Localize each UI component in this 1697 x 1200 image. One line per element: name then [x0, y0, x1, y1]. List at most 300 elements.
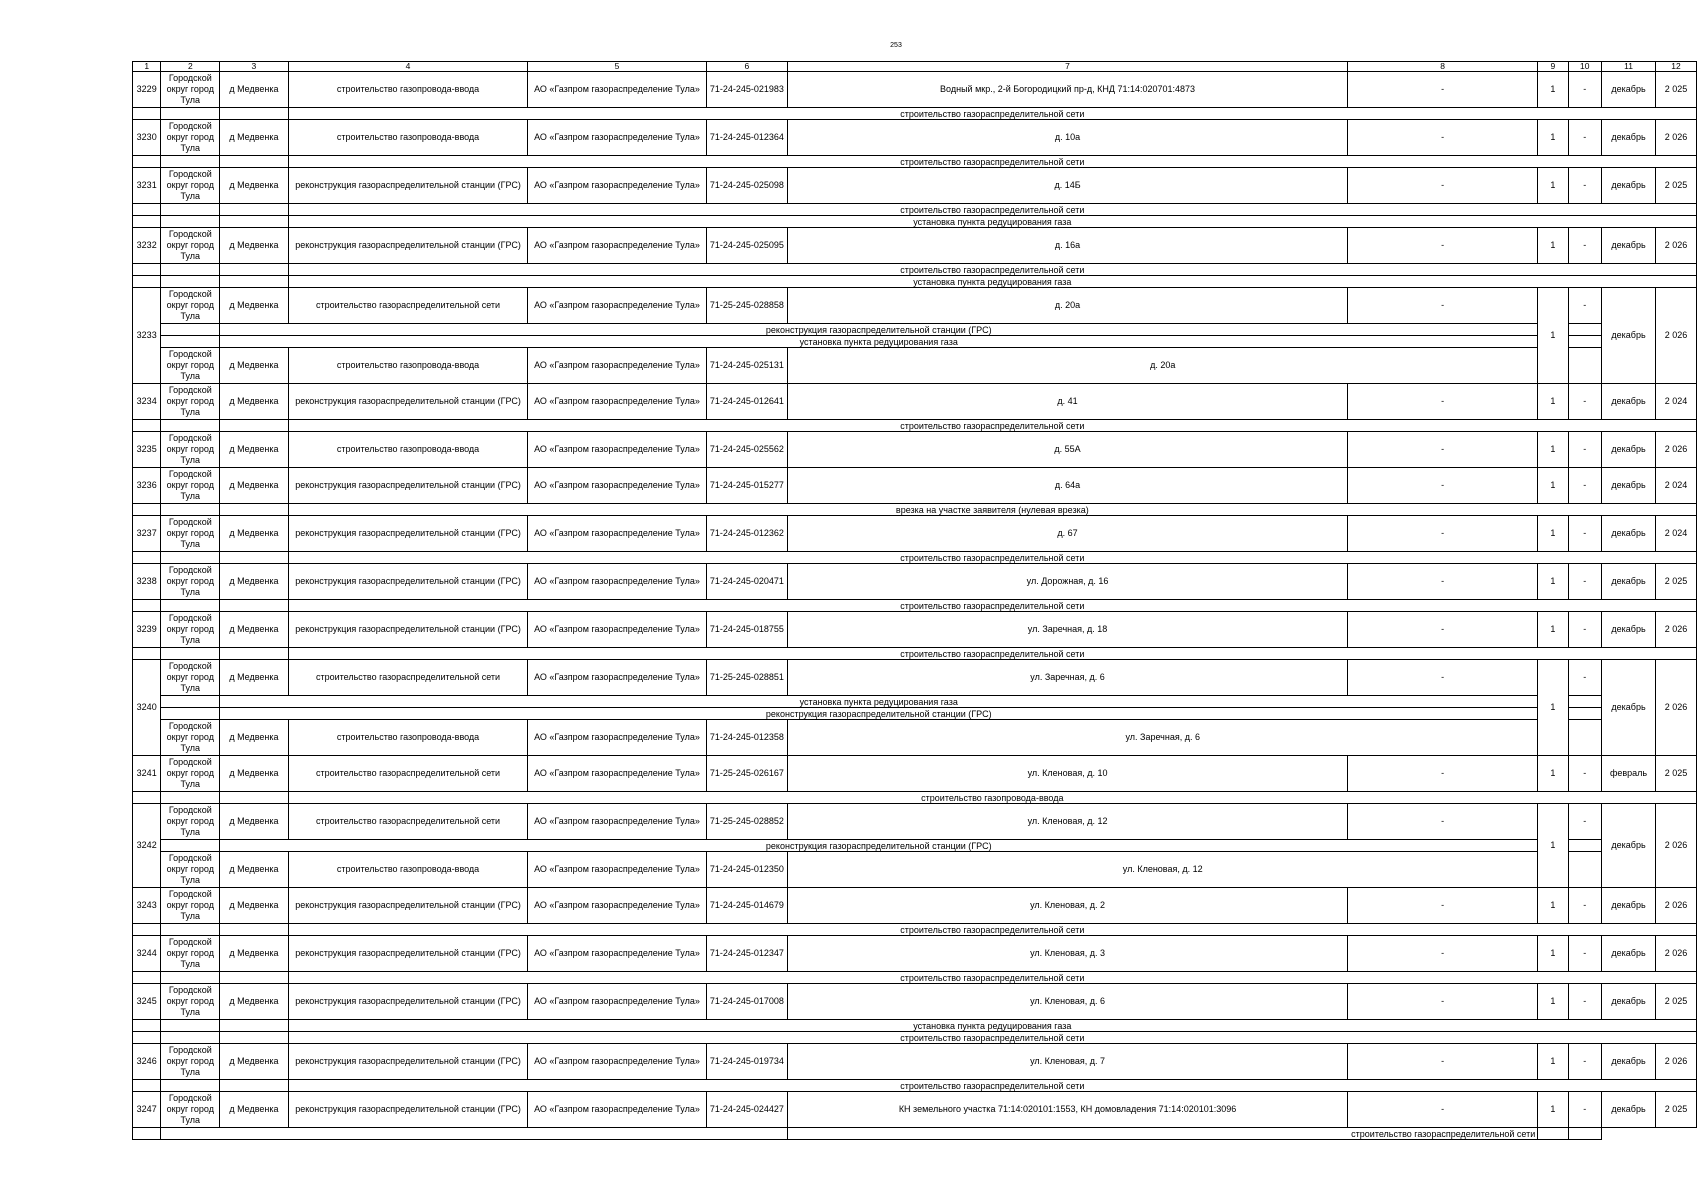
- cell-empty: [1538, 1128, 1568, 1140]
- municipality-cell: Городской округ город Тула: [161, 1092, 220, 1128]
- cell-empty: [133, 108, 161, 120]
- municipality-cell: Городской округ город Тула: [161, 72, 220, 108]
- cell-empty: [220, 108, 288, 120]
- address-cell: д. 14Б: [788, 168, 1348, 204]
- address-cell: ул. Кленовая, д. 10: [788, 756, 1348, 792]
- cell-empty: [161, 216, 220, 228]
- col10-cell: -: [1568, 288, 1602, 324]
- row-number: 3247: [133, 1092, 161, 1128]
- application-number-cell: 71-25-245-028852: [706, 804, 788, 840]
- year-cell: 2 025: [1656, 756, 1697, 792]
- col9-cell: 1: [1538, 564, 1568, 600]
- row-number: 3242: [133, 804, 161, 888]
- cell-empty: [220, 924, 288, 936]
- application-number-cell: 71-24-245-025098: [706, 168, 788, 204]
- sub-row: [133, 600, 1697, 612]
- organization-cell: АО «Газпром газораспределение Тула»: [528, 804, 706, 840]
- cell-empty: [133, 1128, 161, 1140]
- row-number: 3230: [133, 120, 161, 156]
- work-type-cell: врезка на участке заявителя (нулевая врезка): [288, 504, 1696, 516]
- municipality-cell: Городской округ город Тула: [161, 564, 220, 600]
- address-cell: ул. Заречная, д. 6: [788, 720, 1538, 756]
- col9-cell: 1: [1538, 120, 1568, 156]
- work-type-cell: строительство газораспределительной сети: [288, 1032, 1696, 1044]
- cell-empty: [220, 972, 288, 984]
- work-type-cell: реконструкция газораспределительной станции (ГРС): [288, 516, 528, 552]
- sub-row: [133, 420, 1697, 432]
- cell-empty: [133, 264, 161, 276]
- cell-empty: [1568, 1128, 1602, 1140]
- month-cell: декабрь: [1602, 564, 1656, 600]
- cell-empty: [1568, 336, 1602, 348]
- cell-empty: [220, 204, 288, 216]
- cell-empty: [220, 552, 288, 564]
- col9-cell: 1: [1538, 384, 1568, 420]
- application-number-cell: 71-24-245-024427: [706, 1092, 788, 1128]
- cell-empty: [220, 1080, 288, 1092]
- application-number-cell: 71-24-245-012362: [706, 516, 788, 552]
- cell-empty: [133, 504, 161, 516]
- settlement-cell: д Медвенка: [220, 936, 288, 972]
- application-number-cell: 71-24-245-012347: [706, 936, 788, 972]
- cell-empty: [161, 1080, 220, 1092]
- municipality-cell: Городской округ город Тула: [161, 852, 220, 888]
- table-row: [133, 288, 1697, 324]
- settlement-cell: д Медвенка: [220, 1044, 288, 1080]
- col10-cell: -: [1568, 564, 1602, 600]
- col8-cell: -: [1347, 612, 1537, 648]
- table-row: [133, 660, 1697, 696]
- col8-cell: -: [1347, 468, 1537, 504]
- row-number: 3232: [133, 228, 161, 264]
- month-cell: декабрь: [1602, 72, 1656, 108]
- column-header: 1: [133, 62, 161, 72]
- sub-row: [133, 276, 1697, 288]
- sub-row: [133, 1128, 1697, 1140]
- work-type-cell: реконструкция газораспределительной станции (ГРС): [288, 384, 528, 420]
- cell-empty: [220, 156, 288, 168]
- cell-empty: [133, 924, 161, 936]
- row-number: 3237: [133, 516, 161, 552]
- address-cell: ул. Кленовая, д. 3: [788, 936, 1348, 972]
- organization-cell: АО «Газпром газораспределение Тула»: [528, 72, 706, 108]
- month-cell: декабрь: [1602, 288, 1656, 384]
- cell-empty: [133, 552, 161, 564]
- cell-empty: [220, 600, 288, 612]
- row-number: 3239: [133, 612, 161, 648]
- row-number: 3231: [133, 168, 161, 204]
- application-number-cell: 71-25-245-028851: [706, 660, 788, 696]
- organization-cell: АО «Газпром газораспределение Тула»: [528, 720, 706, 756]
- year-cell: 2 026: [1656, 1044, 1697, 1080]
- col10-cell: -: [1568, 120, 1602, 156]
- address-cell: ул. Кленовая, д. 6: [788, 984, 1348, 1020]
- col8-cell: -: [1347, 432, 1537, 468]
- cell-empty: [220, 276, 288, 288]
- sub-row: [133, 648, 1697, 660]
- year-cell: 2 026: [1656, 288, 1697, 384]
- application-number-cell: 71-24-245-014679: [706, 888, 788, 924]
- month-cell: декабрь: [1602, 1092, 1656, 1128]
- table-row: [133, 120, 1697, 156]
- year-cell: 2 024: [1656, 468, 1697, 504]
- organization-cell: АО «Газпром газораспределение Тула»: [528, 1092, 706, 1128]
- cell-empty: [161, 1032, 220, 1044]
- column-header: 7: [788, 62, 1348, 72]
- year-cell: 2 026: [1656, 660, 1697, 756]
- column-header: 5: [528, 62, 706, 72]
- year-cell: 2 026: [1656, 804, 1697, 888]
- year-cell: 2 026: [1656, 888, 1697, 924]
- organization-cell: АО «Газпром газораспределение Тула»: [528, 984, 706, 1020]
- col9-cell: 1: [1538, 984, 1568, 1020]
- cell-empty: [161, 276, 220, 288]
- col8-cell: -: [1347, 660, 1537, 696]
- col10-cell: -: [1568, 756, 1602, 792]
- work-type-cell: установка пункта редуцирования газа: [220, 696, 1538, 708]
- year-cell: 2 025: [1656, 168, 1697, 204]
- sub-row: [133, 792, 1697, 804]
- address-cell: д. 41: [788, 384, 1348, 420]
- municipality-cell: Городской округ город Тула: [161, 888, 220, 924]
- application-number-cell: 71-24-245-012350: [706, 852, 788, 888]
- sub-row: [133, 1020, 1697, 1032]
- cell-empty: [161, 924, 220, 936]
- sub-row: [133, 336, 1697, 348]
- work-type-cell: реконструкция газораспределительной станции (ГРС): [288, 1044, 528, 1080]
- column-header: 8: [1347, 62, 1537, 72]
- work-type-cell: строительство газораспределительной сети: [288, 648, 1696, 660]
- work-type-cell: реконструкция газораспределительной станции (ГРС): [288, 1092, 528, 1128]
- cell-empty: [133, 420, 161, 432]
- municipality-cell: Городской округ город Тула: [161, 660, 220, 696]
- col10-cell: -: [1568, 228, 1602, 264]
- column-header: 2: [161, 62, 220, 72]
- work-type-cell: строительство газораспределительной сети: [288, 972, 1696, 984]
- organization-cell: АО «Газпром газораспределение Тула»: [528, 168, 706, 204]
- municipality-cell: Городской округ город Тула: [161, 804, 220, 840]
- settlement-cell: д Медвенка: [220, 804, 288, 840]
- sub-row: [133, 108, 1697, 120]
- sub-row: [133, 216, 1697, 228]
- work-type-cell: строительство газораспределительной сети: [288, 204, 1696, 216]
- col10-cell: -: [1568, 888, 1602, 924]
- municipality-cell: Городской округ город Тула: [161, 756, 220, 792]
- cell-empty: [161, 324, 220, 336]
- municipality-cell: Городской округ город Тула: [161, 120, 220, 156]
- table-row: [133, 72, 1697, 108]
- cell-empty: [133, 792, 161, 804]
- settlement-cell: д Медвенка: [220, 660, 288, 696]
- municipality-cell: Городской округ город Тула: [161, 348, 220, 384]
- col10-cell: -: [1568, 660, 1602, 696]
- year-cell: 2 024: [1656, 384, 1697, 420]
- settlement-cell: д Медвенка: [220, 564, 288, 600]
- cell-empty: [133, 1080, 161, 1092]
- cell-empty: [161, 972, 220, 984]
- work-type-cell: строительство газораспределительной сети: [288, 264, 1696, 276]
- col9-cell: 1: [1538, 516, 1568, 552]
- table-row: [133, 432, 1697, 468]
- cell-empty: [161, 504, 220, 516]
- col10-cell: -: [1568, 72, 1602, 108]
- application-number-cell: 71-25-245-026167: [706, 756, 788, 792]
- cell-empty: [220, 216, 288, 228]
- column-header: 12: [1656, 62, 1697, 72]
- work-type-cell: строительство газораспределительной сети: [288, 600, 1696, 612]
- cell-empty: [1568, 324, 1602, 336]
- col10-cell: -: [1568, 516, 1602, 552]
- table-row: [133, 888, 1697, 924]
- settlement-cell: д Медвенка: [220, 984, 288, 1020]
- settlement-cell: д Медвенка: [220, 1092, 288, 1128]
- year-cell: 2 026: [1656, 120, 1697, 156]
- municipality-cell: Городской округ город Тула: [161, 384, 220, 420]
- col8-cell: -: [1347, 1044, 1537, 1080]
- work-type-cell: строительство газораспределительной сети: [288, 804, 528, 840]
- application-number-cell: 71-24-245-020471: [706, 564, 788, 600]
- col10-cell: -: [1568, 168, 1602, 204]
- work-type-cell: строительство газораспределительной сети: [288, 552, 1696, 564]
- year-cell: 2 026: [1656, 936, 1697, 972]
- work-type-cell: реконструкция газораспределительной станции (ГРС): [220, 324, 1538, 336]
- work-type-cell: строительство газопровода-ввода: [288, 72, 528, 108]
- col9-cell: 1: [1538, 804, 1568, 888]
- address-cell: ул. Заречная, д. 18: [788, 612, 1348, 648]
- organization-cell: АО «Газпром газораспределение Тула»: [528, 660, 706, 696]
- cell-empty: [161, 696, 220, 708]
- year-cell: 2 025: [1656, 984, 1697, 1020]
- sub-row: [133, 264, 1697, 276]
- settlement-cell: д Медвенка: [220, 72, 288, 108]
- col9-cell: 1: [1538, 1092, 1568, 1128]
- work-type-cell: строительство газораспределительной сети: [288, 660, 528, 696]
- cell-empty: [1568, 348, 1602, 384]
- header-row: [133, 62, 1697, 72]
- settlement-cell: д Медвенка: [220, 756, 288, 792]
- row-number: 3240: [133, 660, 161, 756]
- row-number: 3245: [133, 984, 161, 1020]
- organization-cell: АО «Газпром газораспределение Тула»: [528, 516, 706, 552]
- municipality-cell: Городской округ город Тула: [161, 936, 220, 972]
- cell-empty: [161, 204, 220, 216]
- work-type-cell: строительство газораспределительной сети: [288, 108, 1696, 120]
- column-header: 6: [706, 62, 788, 72]
- cell-empty: [220, 648, 288, 660]
- table-row: [133, 804, 1697, 840]
- col9-cell: 1: [1538, 660, 1568, 756]
- row-number: 3235: [133, 432, 161, 468]
- cell-empty: [1568, 852, 1602, 888]
- application-number-cell: 71-24-245-012358: [706, 720, 788, 756]
- year-cell: 2 024: [1656, 516, 1697, 552]
- month-cell: декабрь: [1602, 660, 1656, 756]
- application-number-cell: 71-24-245-025131: [706, 348, 788, 384]
- application-number-cell: 71-24-245-025562: [706, 432, 788, 468]
- sub-row: [133, 840, 1697, 852]
- organization-cell: АО «Газпром газораспределение Тула»: [528, 384, 706, 420]
- organization-cell: АО «Газпром газораспределение Тула»: [528, 468, 706, 504]
- municipality-cell: Городской округ город Тула: [161, 720, 220, 756]
- sub-row: [133, 324, 1697, 336]
- col9-cell: 1: [1538, 1044, 1568, 1080]
- application-number-cell: 71-24-245-015277: [706, 468, 788, 504]
- application-number-cell: 71-24-245-025095: [706, 228, 788, 264]
- address-cell: ул. Кленовая, д. 12: [788, 852, 1538, 888]
- table-row: [133, 384, 1697, 420]
- organization-cell: АО «Газпром газораспределение Тула»: [528, 756, 706, 792]
- table-row: [133, 168, 1697, 204]
- cell-empty: [133, 276, 161, 288]
- address-cell: д. 55А: [788, 432, 1348, 468]
- municipality-cell: Городской округ город Тула: [161, 984, 220, 1020]
- organization-cell: АО «Газпром газораспределение Тула»: [528, 228, 706, 264]
- organization-cell: АО «Газпром газораспределение Тула»: [528, 564, 706, 600]
- address-cell: ул. Заречная, д. 6: [788, 660, 1348, 696]
- col10-cell: -: [1568, 468, 1602, 504]
- work-type-cell: строительство газораспределительной сети: [288, 1080, 1696, 1092]
- cell-empty: [161, 600, 220, 612]
- col10-cell: -: [1568, 804, 1602, 840]
- application-number-cell: 71-24-245-012364: [706, 120, 788, 156]
- work-type-cell: установка пункта редуцирования газа: [288, 276, 1696, 288]
- cell-empty: [1568, 840, 1602, 852]
- col8-cell: -: [1347, 1092, 1537, 1128]
- work-type-cell: строительство газораспределительной сети: [288, 156, 1696, 168]
- municipality-cell: Городской округ город Тула: [161, 516, 220, 552]
- settlement-cell: д Медвенка: [220, 348, 288, 384]
- work-type-cell: реконструкция газораспределительной станции (ГРС): [220, 708, 1538, 720]
- application-number-cell: 71-25-245-028858: [706, 288, 788, 324]
- work-type-cell: установка пункта редуцирования газа: [288, 1020, 1696, 1032]
- cell-empty: [1568, 720, 1602, 756]
- page-number: 253: [890, 42, 902, 49]
- work-type-cell: строительство газопровода-ввода: [288, 720, 528, 756]
- table-row: [133, 612, 1697, 648]
- col10-cell: -: [1568, 984, 1602, 1020]
- table-row: [133, 1092, 1697, 1128]
- table-row: [133, 228, 1697, 264]
- month-cell: декабрь: [1602, 804, 1656, 888]
- cell-empty: [161, 156, 220, 168]
- settlement-cell: д Медвенка: [220, 888, 288, 924]
- municipality-cell: Городской округ город Тула: [161, 1044, 220, 1080]
- column-header: 4: [288, 62, 528, 72]
- address-cell: д. 67: [788, 516, 1348, 552]
- column-header: 9: [1538, 62, 1568, 72]
- cell-empty: [1568, 696, 1602, 708]
- row-number: 3229: [133, 72, 161, 108]
- col10-cell: -: [1568, 612, 1602, 648]
- settlement-cell: д Медвенка: [220, 432, 288, 468]
- work-type-cell: строительство газопровода-ввода: [288, 348, 528, 384]
- row-number: 3244: [133, 936, 161, 972]
- organization-cell: АО «Газпром газораспределение Тула»: [528, 432, 706, 468]
- col8-cell: -: [1347, 984, 1537, 1020]
- col8-cell: -: [1347, 564, 1537, 600]
- address-cell: д. 20а: [788, 288, 1348, 324]
- month-cell: декабрь: [1602, 1044, 1656, 1080]
- row-number: 3236: [133, 468, 161, 504]
- cell-empty: [220, 1020, 288, 1032]
- col9-cell: 1: [1538, 888, 1568, 924]
- municipality-cell: Городской округ город Тула: [161, 468, 220, 504]
- row-number: 3241: [133, 756, 161, 792]
- month-cell: декабрь: [1602, 936, 1656, 972]
- address-cell: д. 16а: [788, 228, 1348, 264]
- work-type-cell: реконструкция газораспределительной станции (ГРС): [288, 468, 528, 504]
- application-number-cell: 71-24-245-019734: [706, 1044, 788, 1080]
- row-number: 3233: [133, 288, 161, 384]
- address-cell: д. 20а: [788, 348, 1538, 384]
- work-type-cell: строительство газораспределительной сети: [288, 924, 1696, 936]
- column-header: 3: [220, 62, 288, 72]
- cell-empty: [161, 552, 220, 564]
- application-number-cell: 71-24-245-012641: [706, 384, 788, 420]
- cell-empty: [133, 1032, 161, 1044]
- address-cell: ул. Кленовая, д. 12: [788, 804, 1348, 840]
- year-cell: 2 026: [1656, 612, 1697, 648]
- work-type-cell: строительство газораспределительной сети: [288, 288, 528, 324]
- row-number: 3243: [133, 888, 161, 924]
- work-type-cell: реконструкция газораспределительной станции (ГРС): [288, 936, 528, 972]
- month-cell: декабрь: [1602, 168, 1656, 204]
- work-type-cell: установка пункта редуцирования газа: [288, 216, 1696, 228]
- cell-empty: [1568, 708, 1602, 720]
- organization-cell: АО «Газпром газораспределение Тула»: [528, 288, 706, 324]
- col8-cell: -: [1347, 288, 1537, 324]
- col10-cell: -: [1568, 936, 1602, 972]
- year-cell: 2 025: [1656, 72, 1697, 108]
- settlement-cell: д Медвенка: [220, 384, 288, 420]
- organization-cell: АО «Газпром газораспределение Тула»: [528, 120, 706, 156]
- work-type-cell: реконструкция газораспределительной станции (ГРС): [288, 984, 528, 1020]
- settlement-cell: д Медвенка: [220, 516, 288, 552]
- col8-cell: -: [1347, 72, 1537, 108]
- organization-cell: АО «Газпром газораспределение Тула»: [528, 852, 706, 888]
- table-row: [133, 936, 1697, 972]
- cell-empty: [133, 204, 161, 216]
- work-type-cell: строительство газораспределительной сети: [788, 1128, 1538, 1140]
- col9-cell: 1: [1538, 936, 1568, 972]
- col9-cell: 1: [1538, 468, 1568, 504]
- address-cell: ул. Кленовая, д. 2: [788, 888, 1348, 924]
- cell-empty: [133, 216, 161, 228]
- cell-empty: [220, 792, 288, 804]
- sub-row: [133, 504, 1697, 516]
- work-type-cell: реконструкция газораспределительной станции (ГРС): [288, 168, 528, 204]
- municipality-cell: Городской округ город Тула: [161, 432, 220, 468]
- month-cell: декабрь: [1602, 984, 1656, 1020]
- organization-cell: АО «Газпром газораспределение Тула»: [528, 612, 706, 648]
- application-number-cell: 71-24-245-021983: [706, 72, 788, 108]
- cell-empty: [161, 1020, 220, 1032]
- work-type-cell: строительство газораспределительной сети: [288, 756, 528, 792]
- month-cell: декабрь: [1602, 516, 1656, 552]
- table-row: [133, 348, 1697, 384]
- col8-cell: -: [1347, 384, 1537, 420]
- col9-cell: 1: [1538, 228, 1568, 264]
- year-cell: 2 026: [1656, 432, 1697, 468]
- cell-empty: [220, 264, 288, 276]
- work-type-cell: строительство газораспределительной сети: [288, 420, 1696, 432]
- register-table: [132, 61, 1697, 1140]
- address-cell: д. 64а: [788, 468, 1348, 504]
- month-cell: декабрь: [1602, 612, 1656, 648]
- year-cell: 2 025: [1656, 1092, 1697, 1128]
- cell-empty: [161, 264, 220, 276]
- settlement-cell: д Медвенка: [220, 120, 288, 156]
